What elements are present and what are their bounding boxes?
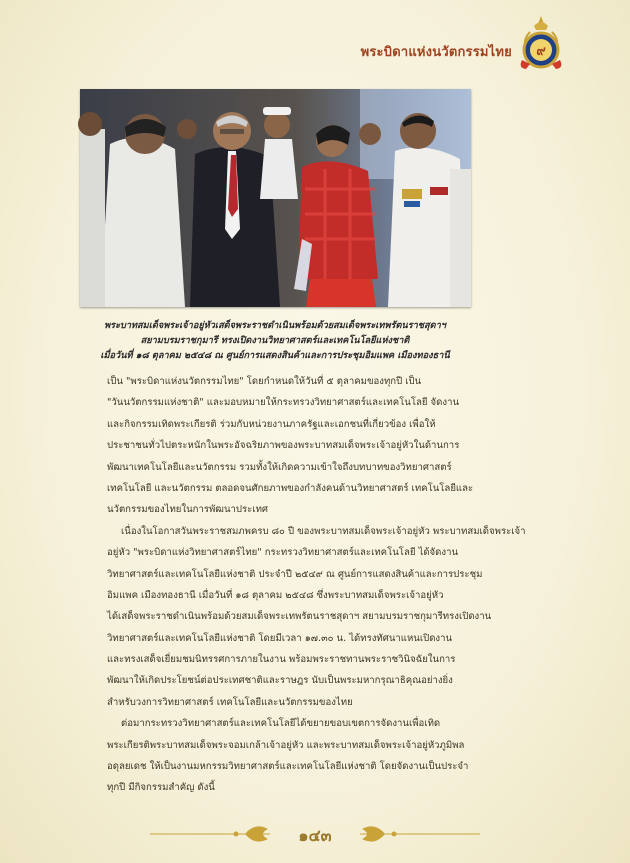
photo-caption [80, 318, 470, 363]
page-number: ๑๔๓ [298, 826, 332, 845]
body-line: และทรงเสด็จเยี่ยมชมนิทรรศการภายในงาน พร้อมพระราชทานพระราชวินิจฉัยในการ [107, 654, 456, 666]
body-line: สำหรับวงการวิทยาศาสตร์ เทคโนโลยีและนวัตกรรมของไทย [107, 696, 353, 708]
running-header-title: พระบิดาแห่งนวัตกรรมไทย [360, 45, 512, 60]
body-line: ต่อมากระทรวงวิทยาศาสตร์และเทคโนโลยีได้ขยายขอบเขตการจัดงานเพื่อเทิด [121, 718, 441, 730]
body-line: "วันนวัตกรรมแห่งชาติ" และมอบหมายให้กระทรวงวิทยาศาสตร์และเทคโนโลยี จัดงาน [107, 397, 460, 409]
body-text [107, 371, 526, 799]
body-line: พระเกียรติพระบาทสมเด็จพระจอมเกล้าเจ้าอยู่หัว และพระบาทสมเด็จพระเจ้าอยู่หัวภูมิพล [107, 739, 465, 751]
body-line: เทคโนโลยี และนวัตกรรม ตลอดจนศักยภาพของกำลังคนด้านวิทยาศาสตร์ เทคโนโลยีและ [107, 482, 474, 494]
photo-ceremony-icon [80, 89, 471, 307]
caption-line: สยามบรมราชกุมารี ทรงเปิดงานวิทยาศาสตร์และเทคโนโลยีแห่งชาติ [140, 335, 410, 346]
body-line: ทุกปี มีกิจกรรมสำคัญ ดังนี้ [107, 782, 215, 794]
body-line: และกิจกรรมเทิดพระเกียรติ ร่วมกับหน่วยงานภาครัฐและเอกชนที่เกี่ยวข้อง เพื่อให้ [107, 418, 436, 430]
body-line: อิมแพค เมืองทองธานี เมื่อวันที่ ๑๘ ตุลาคม ๒๕๔๘ ซึ่งพระบาทสมเด็จพระเจ้าอยู่หัว [107, 589, 444, 601]
body-line: วิทยาศาสตร์และเทคโนโลยีแห่งชาติ ประจำปี ๒๕๔๙ ณ ศูนย์การแสดงสินค้าและการประชุม [107, 568, 483, 580]
body-line: อยู่หัว "พระบิดาแห่งวิทยาศาสตร์ไทย" กระทรวงวิทยาศาสตร์และเทคโนโลยี ได้จัดงาน [107, 547, 459, 559]
svg-text:๙: ๙ [536, 44, 546, 59]
body-line: เนื่องในโอกาสวันพระราชสมภพครบ ๘๐ ปี ของพระบาทสมเด็จพระเจ้าอยู่หัว พระบาทสมเด็จพระเจ้า [121, 525, 526, 537]
body-line: เป็น "พระบิดาแห่งนวัตกรรมไทย" โดยกำหนดให้วันที่ ๕ ตุลาคมของทุกปี เป็น [107, 376, 422, 387]
caption-line: เมื่อวันที่ ๑๘ ตุลาคม ๒๕๔๘ ณ ศูนย์การแสดงสินค้าและการประชุมอิมแพค เมืองทองธานี [100, 350, 450, 361]
body-line: พัฒนาเทคโนโลยีและนวัตกรรม รวมทั้งให้เกิดความเข้าใจถึงบทบาทของวิทยาศาสตร์ [107, 461, 452, 473]
ceremony-photo [80, 89, 471, 307]
body-line: วิทยาศาสตร์และเทคโนโลยีแห่งชาติ โดยมีเวลา ๑๗.๓๐ น. ได้ทรงทัศนาแหนเปิดงาน [107, 632, 453, 644]
royal-emblem-icon [516, 14, 566, 72]
body-line: อดุลยเดช ให้เป็นงานมหกรรมวิทยาศาสตร์และเทคโนโลยีแห่งชาติ โดยจัดงานเป็นประจำ [107, 761, 469, 773]
caption-line: พระบาทสมเด็จพระเจ้าอยู่หัวเสด็จพระราชดำเนินพร้อมด้วยสมเด็จพระเทพรัตนราชสุดาฯ [104, 320, 446, 331]
body-line: ประชาชนทั่วไปตระหนักในพระอัจฉริยภาพของพระบาทสมเด็จพระเจ้าอยู่หัวในด้านการ [107, 440, 460, 452]
body-line: นวัตกรรมของไทยในการพัฒนาประเทศ [107, 504, 269, 516]
body-line: พัฒนาให้เกิดประโยชน์ต่อประเทศชาติและราษฎร นับเป็นพระมหากรุณาธิคุณอย่างยิ่ง [107, 675, 453, 687]
body-line: ได้เสด็จพระราชดำเนินพร้อมด้วยสมเด็จพระเทพรัตนราชสุดาฯ สยามบรมราชกุมารีทรงเปิดงาน [107, 611, 492, 623]
